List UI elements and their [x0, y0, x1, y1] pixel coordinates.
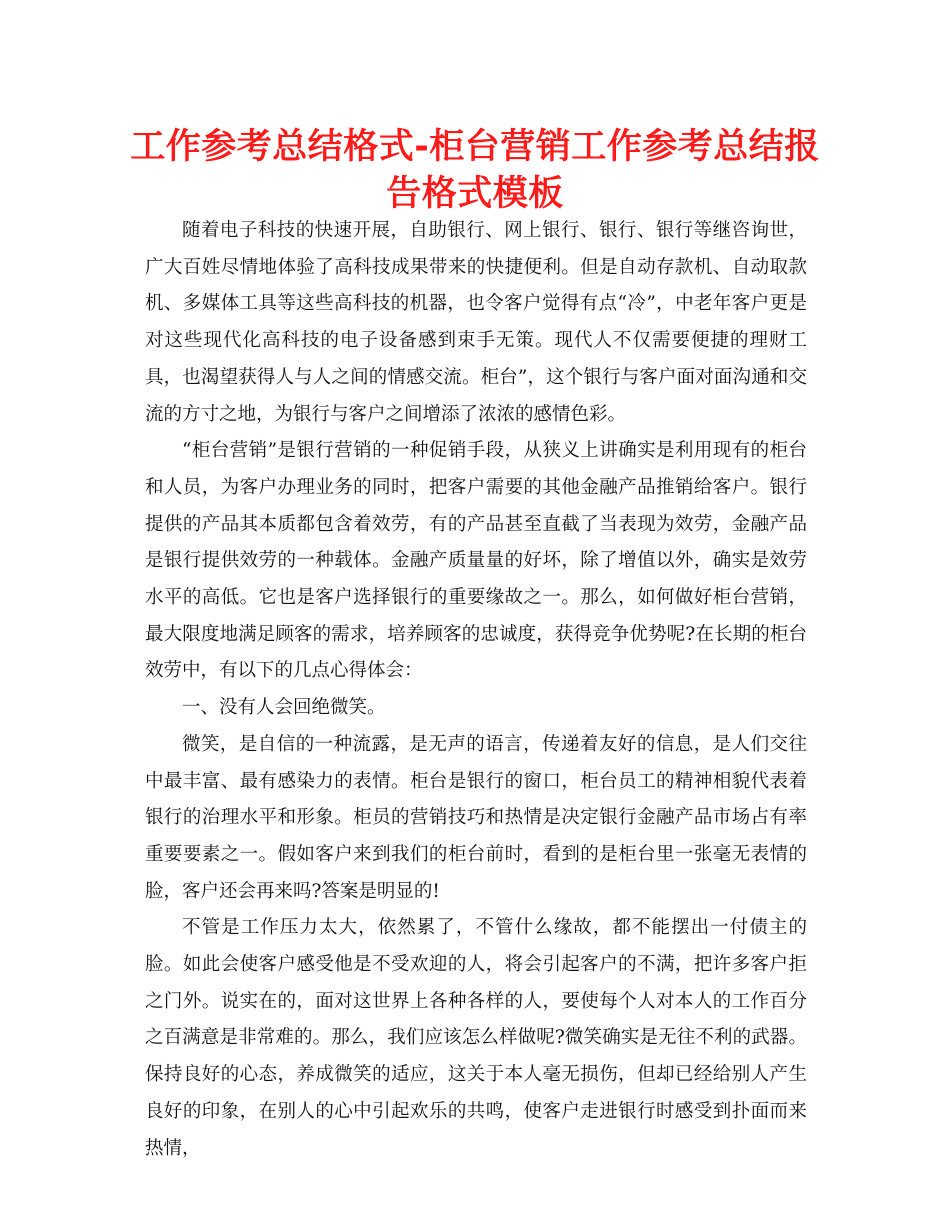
document-body [145, 213, 807, 1167]
section-heading: 一、没有人会回绝微笑。 [182, 697, 386, 719]
paragraph: 不管是工作压力太大，依然累了，不管什么缘故，都不能摆出一付债主的脸。如此会使客户感受他是不受欢迎的人，将会引起客户的不满，把许多客户拒之门外。说实在的，面对这世界上各种各样的人，要使每个人对本人的工作百分之百满意是非常难的。那么，我们应该怎么样做呢?微笑确实是无往不利的武器。保持良好的心态，养成微笑的适应，这关于本人毫无损伤，但却已经给别人产生良好的印象，在别人的心中引起欢乐的共鸣，使客户走进银行时感受到扑面而来热情， [145, 917, 807, 1159]
paragraph: 微笑，是自信的一种流露，是无声的语言，传递着友好的信息，是人们交往中最丰富、最有感染力的表情。柜台是银行的窗口，柜台员工的精神相貌代表着银行的治理水平和形象。柜员的营销技巧和热情是决定银行金融产品市场占有率重要要素之一。假如客户来到我们的柜台前时，看到的是柜台里一张毫无表情的脸，客户还会再来吗?答案是明显的! [145, 733, 807, 902]
paragraph: “柜台营销”是银行营销的一种促销手段，从狭义上讲确实是利用现有的柜台和人员，为客户办理业务的同时，把客户需要的其他金融产品推销给客户。银行提供的产品其本质都包含着效劳，有的产品甚至直截了当表现为效劳，金融产品是银行提供效劳的一种载体。金融产质量量的好坏，除了增值以外，确实是效劳水平的高低。它也是客户选择银行的重要缘故之一。那么，如何做好柜台营销，最大限度地满足顾客的需求，培养顾客的忠诚度，获得竞争优势呢?在长期的柜台效劳中，有以下的几点心得体会： [145, 440, 807, 682]
paragraph: 随着电子科技的快速开展，自助银行、网上银行、银行、银行等继咨询世，广大百姓尽情地体验了高科技成果带来的快捷便利。但是自动存款机、自动取款机、多媒体工具等这些高科技的机器，也令客户觉得有点“冷”，中老年客户更是对这些现代化高科技的电子设备感到束手无策。现代人不仅需要便捷的理财工具，也渴望获得人与人之间的情感交流。柜台”，这个银行与客户面对面沟通和交流的方寸之地，为银行与客户之间增添了浓浓的感情色彩。 [145, 220, 807, 425]
document-title: 工作参考总结格式-柜台营销工作参考总结报告格式模板 [130, 127, 820, 214]
